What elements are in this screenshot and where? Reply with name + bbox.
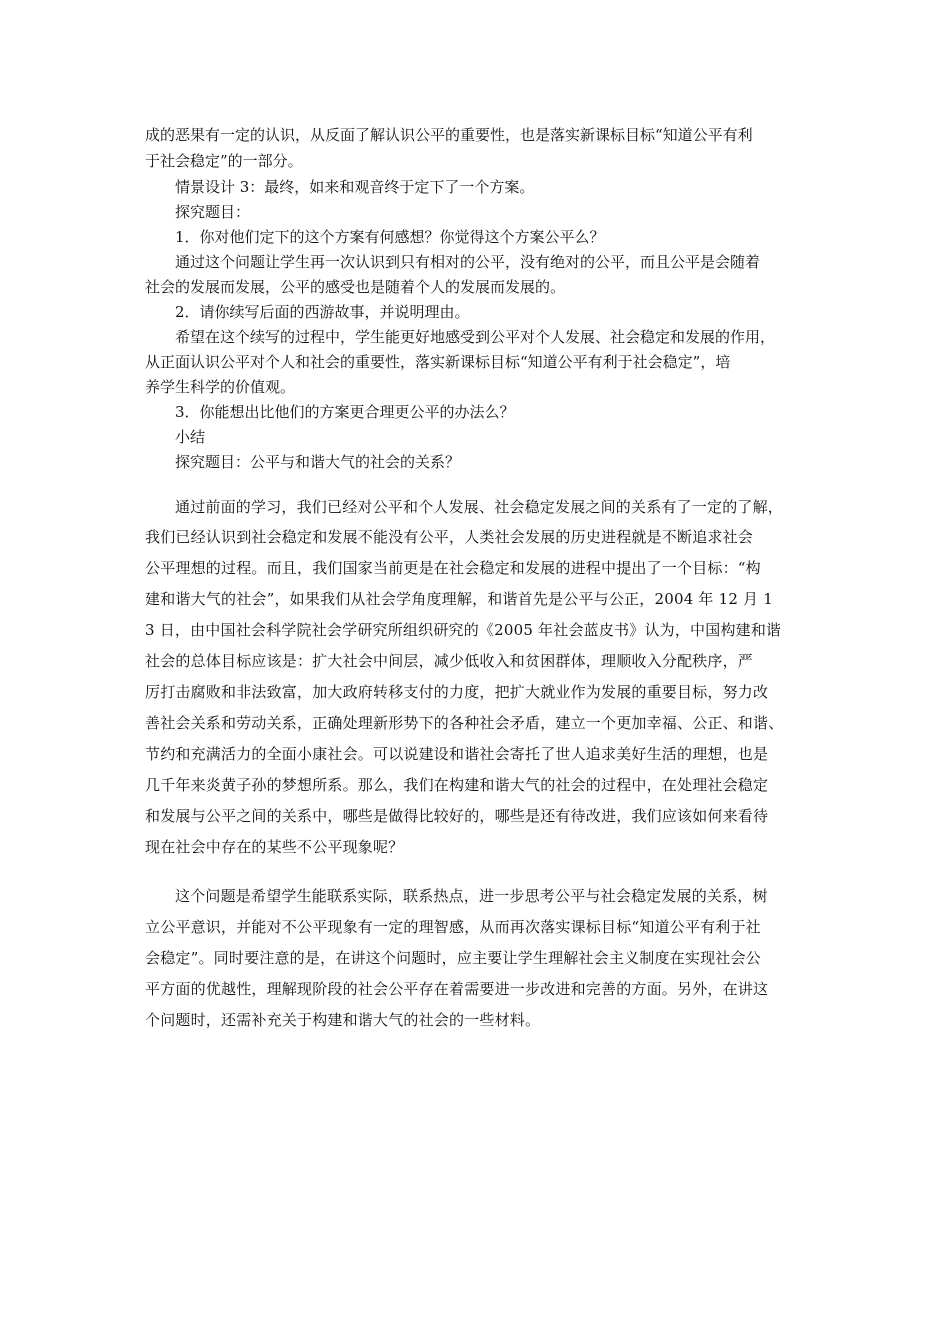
paragraph-line: 个问题时，还需补充关于构建和谐大气的社会的一些材料。 [145,1011,541,1029]
paragraph-line: 社会的总体目标应该是：扩大社会中间层，减少低收入和贫困群体，理顺收入分配秩序，严 [145,652,754,670]
paragraph-line: 3 日，由中国社会科学院社会学研究所组织研究的《2005 年社会蓝皮书》认为，中国构建和谐 [145,621,782,639]
paragraph-line: 社会的发展而发展，公平的感受也是随着个人的发展而发展的。 [145,278,566,296]
paragraph-line: 立公平意识，并能对不公平现象有一定的理智感，从而再次落实课标目标“知道公平有利于社 [145,918,761,936]
paragraph-line: 通过前面的学习，我们已经对公平和个人发展、社会稳定发展之间的关系有了一定的了解， [175,498,784,516]
question-3: 3．你能想出比他们的方案更合理更公平的办法么？ [175,403,515,421]
paragraph-line: 成的恶果有一定的认识，从反面了解认识公平的重要性，也是落实新课标目标“知道公平有利 [145,126,753,144]
question-1: 1．你对他们定下的这个方案有何感想？你觉得这个方案公平么？ [175,228,605,246]
paragraph-line: 和发展与公平之间的关系中，哪些是做得比较好的，哪些是还有待改进，我们应该如何来看待 [145,807,769,825]
paragraph-line: 这个问题是希望学生能联系实际，联系热点，进一步思考公平与社会稳定发展的关系，树 [175,887,768,905]
paragraph-line: 善社会关系和劳动关系，正确处理新形势下的各种社会矛盾，建立一个更加幸福、公正、和谐、 [145,714,784,732]
question-2: 2．请你续写后面的西游故事，并说明理由。 [175,303,470,321]
paragraph-line: 从正面认识公平对个人和社会的重要性，落实新课标目标“知道公平有利于社会稳定”，培 [145,353,731,371]
paragraph-line: 我们已经认识到社会稳定和发展不能没有公平，人类社会发展的历史进程就是不断追求社会 [145,528,754,546]
paragraph-line: 现在社会中存在的某些不公平现象呢？ [145,838,404,856]
paragraph-line: 几千年来炎黄子孙的梦想所系。那么，我们在构建和谐大气的社会的过程中，在处理社会稳定 [145,776,769,794]
paragraph-line: 养学生科学的价值观。 [145,378,296,396]
paragraph-line: 通过这个问题让学生再一次认识到只有相对的公平，没有绝对的公平，而且公平是会随着 [175,253,761,271]
paragraph-line: 希望在这个续写的过程中，学生能更好地感受到公平对个人发展、社会稳定和发展的作用， [175,328,776,346]
paragraph-line: 会稳定”。同时要注意的是，在讲这个问题时，应主要让学生理解社会主义制度在实现社会公 [145,949,761,967]
paragraph-line: 于社会稳定”的一部分。 [145,152,303,170]
paragraph-line: 厉打击腐败和非法致富，加大政府转移支付的力度，把扩大就业作为发展的重要目标，努力改 [145,683,769,701]
paragraph-line: 公平理想的过程。而且，我们国家当前更是在社会稳定和发展的进程中提出了一个目标：“构 [145,559,761,577]
paragraph-line: 平方面的优越性，理解现阶段的社会公平存在着需要进一步改进和完善的方面。另外，在讲这 [145,980,769,998]
summary-heading: 小结 [175,428,206,446]
inquiry-label: 探究题目： [175,203,251,221]
paragraph-line: 节约和充满活力的全面小康社会。可以说建设和谐社会寄托了世人追求美好生活的理想，也是 [145,745,769,763]
inquiry-topic: 探究题目：公平与和谐大气的社会的关系？ [175,453,461,471]
scenario-heading: 情景设计 3：最终，如来和观音终于定下了一个方案。 [175,178,535,196]
paragraph-line: 建和谐大气的社会”，如果我们从社会学角度理解，和谐首先是公平与公正，2004 年 12 月 1 [145,590,773,608]
